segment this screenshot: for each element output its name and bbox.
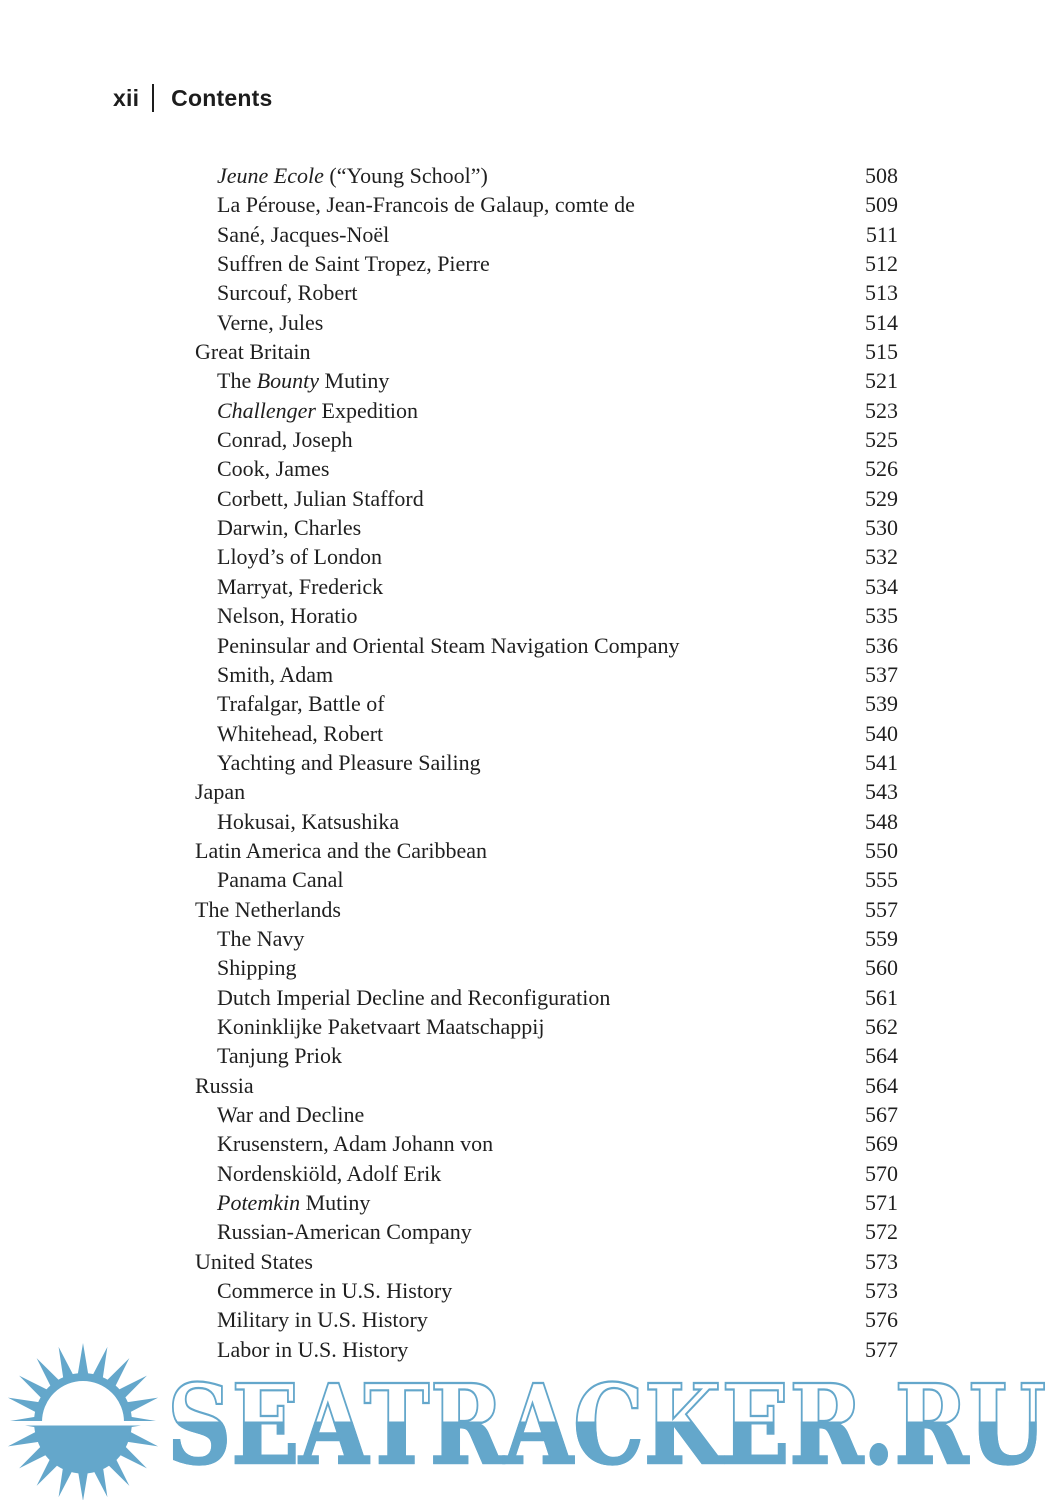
toc-row bbox=[195, 542, 898, 571]
toc-entry-title: Sané, Jacques-Noël bbox=[217, 221, 390, 247]
toc-entry-title: Koninklijke Paketvaart Maatschappij bbox=[217, 1013, 545, 1039]
toc-row bbox=[195, 249, 898, 278]
toc-row bbox=[195, 1071, 898, 1100]
toc-row bbox=[195, 190, 898, 219]
toc-entry-title: The Navy bbox=[217, 925, 305, 951]
toc-entry-title: Whitehead, Robert bbox=[217, 720, 384, 746]
toc-entry-page: 550 bbox=[865, 837, 898, 863]
toc-entry-page: 573 bbox=[865, 1278, 898, 1304]
toc-entry-page: 534 bbox=[865, 573, 898, 599]
toc-row bbox=[195, 836, 898, 865]
toc-entry-page: 559 bbox=[865, 925, 898, 951]
toc-entry-title: Lloyd’s of London bbox=[217, 544, 382, 570]
toc-row bbox=[195, 660, 898, 689]
toc-entry-page: 570 bbox=[865, 1160, 898, 1186]
toc-row bbox=[195, 1247, 898, 1276]
toc-entry-title: Verne, Jules bbox=[217, 309, 324, 335]
toc-row bbox=[195, 278, 898, 307]
toc-entry-title: Cook, James bbox=[217, 456, 330, 482]
toc-entry-title: Jeune Ecole (“Young School”) bbox=[217, 163, 488, 188]
toc-row bbox=[195, 366, 898, 395]
toc-entry-title: Hokusai, Katsushika bbox=[217, 808, 400, 834]
toc-entry-title: Tanjung Priok bbox=[217, 1043, 342, 1069]
toc-entry-page: 514 bbox=[865, 309, 898, 335]
toc-entry-page: 557 bbox=[865, 896, 898, 922]
header-divider bbox=[152, 84, 154, 112]
toc-entry-title: Dutch Imperial Decline and Reconfiguration bbox=[217, 984, 611, 1010]
toc-entry-title: Corbett, Julian Stafford bbox=[217, 485, 424, 511]
toc-entry-page: 532 bbox=[865, 544, 898, 570]
toc-row bbox=[195, 601, 898, 630]
toc-entry-page: 511 bbox=[865, 221, 898, 247]
toc-row bbox=[195, 1335, 898, 1364]
toc-entry-title: Trafalgar, Battle of bbox=[217, 691, 385, 717]
toc-row bbox=[195, 924, 898, 953]
toc-entry-title: Nordenskiöld, Adolf Erik bbox=[217, 1160, 442, 1186]
toc-row bbox=[195, 396, 898, 425]
toc-row bbox=[195, 1041, 898, 1070]
toc-entry-page: 573 bbox=[865, 1248, 898, 1274]
toc-row bbox=[195, 983, 898, 1012]
page-title: Contents bbox=[171, 84, 273, 111]
toc-entry-page: 512 bbox=[865, 251, 898, 277]
toc-entry-page: 515 bbox=[865, 339, 898, 365]
toc-entry-page: 525 bbox=[865, 427, 898, 453]
toc-entry-page: 561 bbox=[865, 984, 898, 1010]
toc-row bbox=[195, 953, 898, 982]
toc-entry-title: Russia bbox=[195, 1072, 254, 1098]
toc-entry-title: La Pérouse, Jean-Francois de Galaup, comte de bbox=[217, 192, 635, 218]
toc-entry-title: Potemkin Mutiny bbox=[217, 1190, 371, 1216]
toc-row bbox=[195, 454, 898, 483]
toc-entry-page: 523 bbox=[865, 397, 898, 423]
toc-row bbox=[195, 161, 898, 190]
toc-entry-title: Yachting and Pleasure Sailing bbox=[217, 749, 481, 775]
toc-entry-title: Suffren de Saint Tropez, Pierre bbox=[217, 251, 490, 277]
toc-entry-title: Russian-American Company bbox=[217, 1219, 472, 1245]
toc-entry-title: Military in U.S. History bbox=[217, 1307, 428, 1333]
toc-row bbox=[195, 337, 898, 366]
toc-row bbox=[195, 865, 898, 894]
toc-list bbox=[195, 161, 898, 1364]
toc-row bbox=[195, 513, 898, 542]
toc-entry-title: Japan bbox=[195, 779, 246, 805]
toc-row bbox=[195, 1305, 898, 1334]
toc-row bbox=[195, 1276, 898, 1305]
toc-entry-title: Shipping bbox=[217, 955, 297, 981]
toc-entry-page: 571 bbox=[865, 1190, 898, 1216]
toc-entry-page: 537 bbox=[865, 661, 898, 687]
toc-entry-page: 535 bbox=[865, 603, 898, 629]
toc-entry-title: Labor in U.S. History bbox=[217, 1336, 409, 1362]
toc-entry-title: Latin America and the Caribbean bbox=[195, 837, 487, 863]
watermark-text: SEATRACKER.RU bbox=[167, 1360, 1047, 1489]
toc-row bbox=[195, 719, 898, 748]
toc-entry-title: Surcouf, Robert bbox=[217, 280, 358, 306]
toc-entry-title: Commerce in U.S. History bbox=[217, 1278, 453, 1304]
toc-entry-page: 509 bbox=[865, 192, 898, 218]
toc-row bbox=[195, 572, 898, 601]
toc-entry-page: 564 bbox=[865, 1072, 898, 1098]
toc-entry-page: 564 bbox=[865, 1043, 898, 1069]
sun-icon bbox=[0, 1338, 180, 1500]
toc-row bbox=[195, 1100, 898, 1129]
toc-entry-title: Darwin, Charles bbox=[217, 515, 362, 541]
toc-entry-page: 521 bbox=[865, 368, 898, 394]
toc-entry-title: The Netherlands bbox=[195, 896, 341, 922]
toc-row bbox=[195, 220, 898, 249]
toc-row bbox=[195, 1159, 898, 1188]
toc-entry-title: War and Decline bbox=[217, 1102, 365, 1127]
toc-entry-page: 526 bbox=[865, 456, 898, 482]
toc-entry-title: Conrad, Joseph bbox=[217, 427, 353, 453]
toc-row bbox=[195, 895, 898, 924]
toc-row bbox=[195, 425, 898, 454]
toc-entry-page: 572 bbox=[865, 1219, 898, 1245]
toc-row bbox=[195, 308, 898, 337]
toc-entry-page: 569 bbox=[865, 1131, 898, 1157]
toc-row bbox=[195, 1217, 898, 1246]
page-number-roman: xii bbox=[113, 84, 140, 111]
toc-entry-page: 576 bbox=[865, 1307, 898, 1333]
toc-entry-title: Krusenstern, Adam Johann von bbox=[217, 1131, 494, 1157]
toc-entry-page: 530 bbox=[865, 515, 898, 541]
toc-entry-page: 539 bbox=[865, 691, 898, 717]
toc-entry-page: 560 bbox=[865, 955, 898, 981]
toc-entry-title: Panama Canal bbox=[217, 867, 344, 893]
toc-entry-title: Marryat, Frederick bbox=[217, 573, 384, 599]
toc-row bbox=[195, 748, 898, 777]
toc-row bbox=[195, 807, 898, 836]
toc-row bbox=[195, 777, 898, 806]
toc-entry-title: Challenger Expedition bbox=[217, 397, 419, 423]
toc-entry-title: Nelson, Horatio bbox=[217, 603, 358, 629]
toc-row bbox=[195, 484, 898, 513]
toc-entry-page: 508 bbox=[865, 163, 898, 188]
toc-entry-title: Great Britain bbox=[195, 339, 311, 365]
toc-row bbox=[195, 689, 898, 718]
toc-entry-page: 543 bbox=[865, 779, 898, 805]
toc-entry-page: 555 bbox=[865, 867, 898, 893]
toc-entry-page: 577 bbox=[865, 1336, 898, 1362]
running-head bbox=[113, 84, 272, 112]
toc-entry-title: Smith, Adam bbox=[217, 661, 334, 687]
toc-entry-page: 548 bbox=[865, 808, 898, 834]
toc-entry-page: 513 bbox=[865, 280, 898, 306]
toc-entry-page: 562 bbox=[865, 1013, 898, 1039]
toc-entry-page: 529 bbox=[865, 485, 898, 511]
toc-entry-page: 540 bbox=[865, 720, 898, 746]
toc-row bbox=[195, 1129, 898, 1158]
toc-row bbox=[195, 1188, 898, 1217]
toc-entry-title: The Bounty Mutiny bbox=[217, 368, 390, 394]
toc-row bbox=[195, 1012, 898, 1041]
toc-entry-title: United States bbox=[195, 1248, 313, 1274]
toc-entry-page: 541 bbox=[865, 749, 898, 775]
toc-row bbox=[195, 631, 898, 660]
toc-entry-page: 536 bbox=[865, 632, 898, 658]
toc-entry-title: Peninsular and Oriental Steam Navigation Company bbox=[217, 632, 680, 658]
toc-entry-page: 567 bbox=[865, 1102, 898, 1127]
